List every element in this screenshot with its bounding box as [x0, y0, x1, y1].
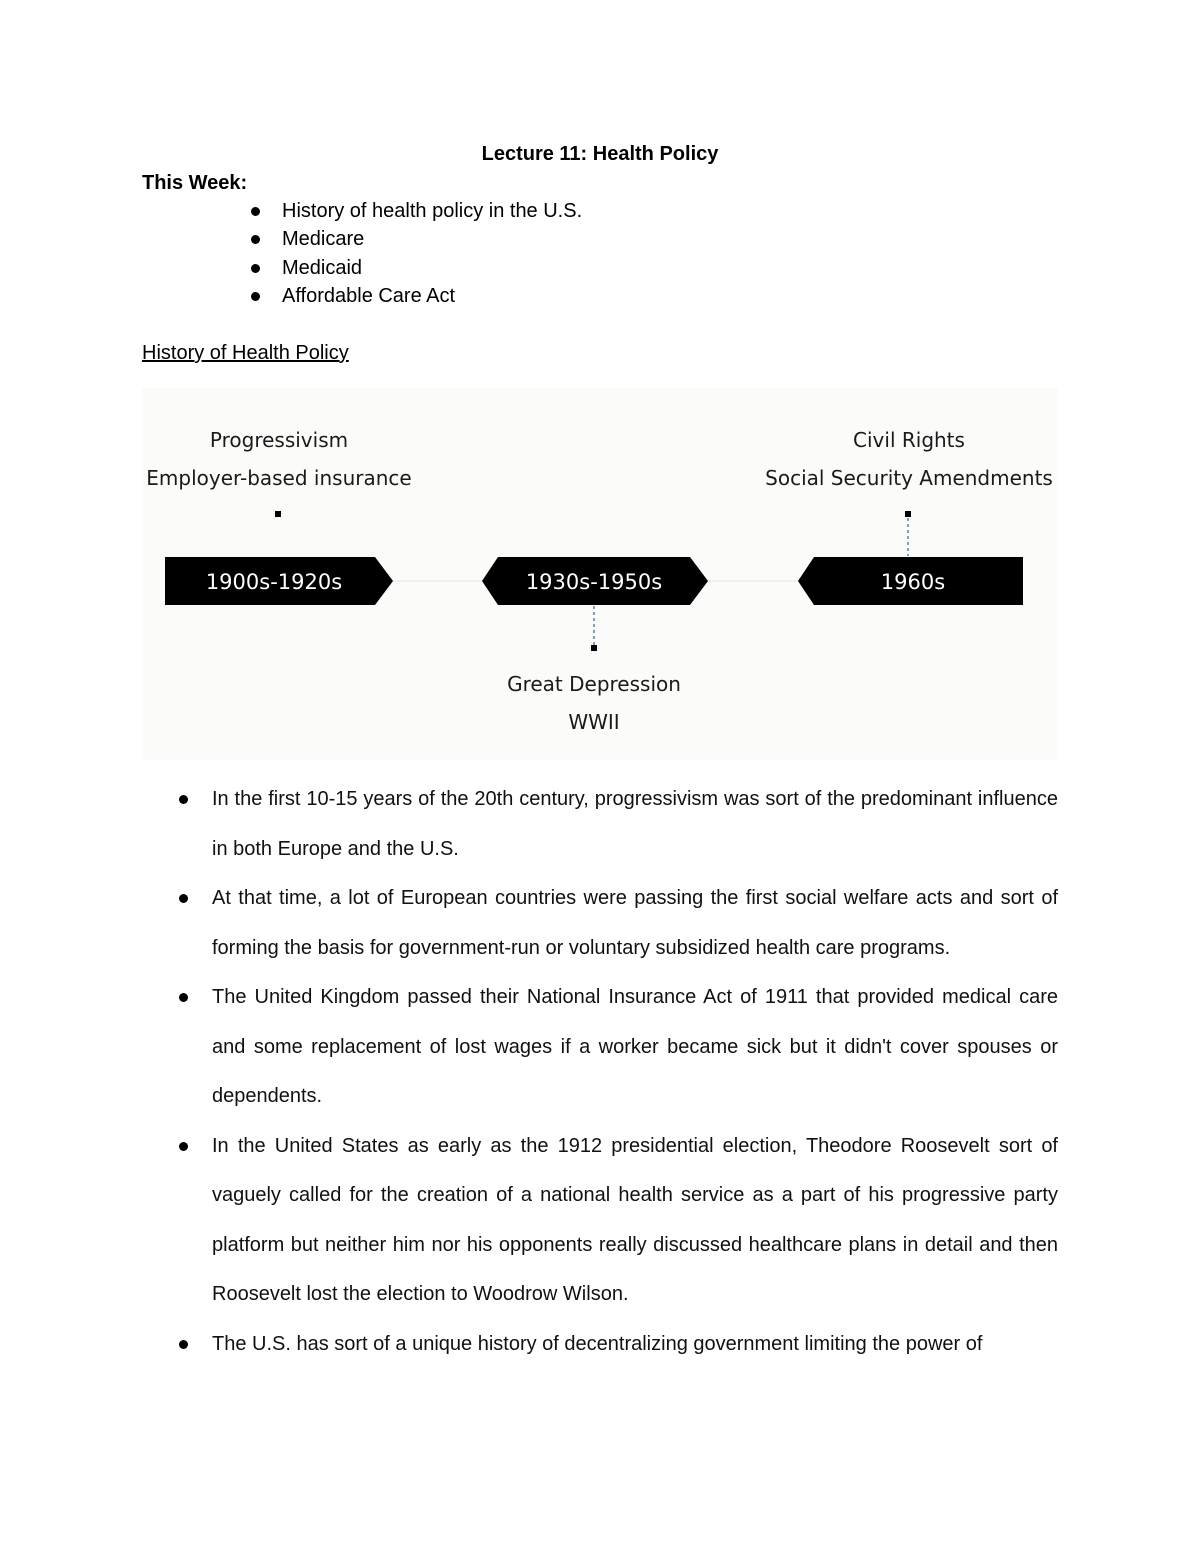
list-item: History of health policy in the U.S.	[250, 199, 582, 227]
event-1-line2: Employer-based insurance	[146, 466, 412, 490]
list-item: The United Kingdom passed their National Insurance Act of 1911 that provided medical care and some replacement of lost wages if a worker became sick but it didn't cover spouses or dependents.	[178, 973, 1058, 1122]
notes-list	[178, 775, 1058, 1369]
list-item: The U.S. has sort of a unique history of decentralizing government limiting the power of	[178, 1320, 1058, 1370]
event-1-line1: Progressivism	[209, 428, 349, 452]
event-2-line1: Great Depression	[507, 672, 681, 696]
event-marker-1	[275, 511, 281, 517]
list-item: Medicare	[250, 227, 582, 255]
event-2-line2: WWII	[568, 710, 620, 734]
period-label-3: 1960s	[880, 570, 946, 594]
list-item: In the first 10-15 years of the 20th century, progressivism was sort of the predominant influence in both Europe and the U.S.	[178, 775, 1058, 874]
list-item: In the United States as early as the 1912 presidential election, Theodore Roosevelt sort of vaguely called for the creation of a national health service as a part of his progressive party platform but neither him nor his opponents really discussed healthcare plans in detail and then Roosevelt lost the election to Woodrow Wilson.	[178, 1122, 1058, 1320]
this-week-list	[250, 199, 582, 312]
section-heading: History of Health Policy	[142, 342, 349, 364]
timeline-diagram	[142, 388, 1058, 760]
page-title: Lecture 11: Health Policy	[481, 143, 719, 165]
period-label-1: 1900s-1920s	[205, 570, 343, 594]
event-3-line1: Civil Rights	[853, 428, 965, 452]
period-label-2: 1930s-1950s	[525, 570, 663, 594]
this-week-label: This Week:	[142, 172, 248, 194]
list-item: At that time, a lot of European countries were passing the first social welfare acts and sort of forming the basis for government-run or voluntary subsidized health care programs.	[178, 874, 1058, 973]
timeline-svg	[142, 388, 1058, 760]
event-marker-2	[591, 645, 597, 651]
list-item: Medicaid	[250, 256, 582, 284]
event-3-line2: Social Security Amendments	[765, 466, 1053, 490]
event-marker-3	[905, 511, 911, 517]
list-item: Affordable Care Act	[250, 284, 582, 312]
